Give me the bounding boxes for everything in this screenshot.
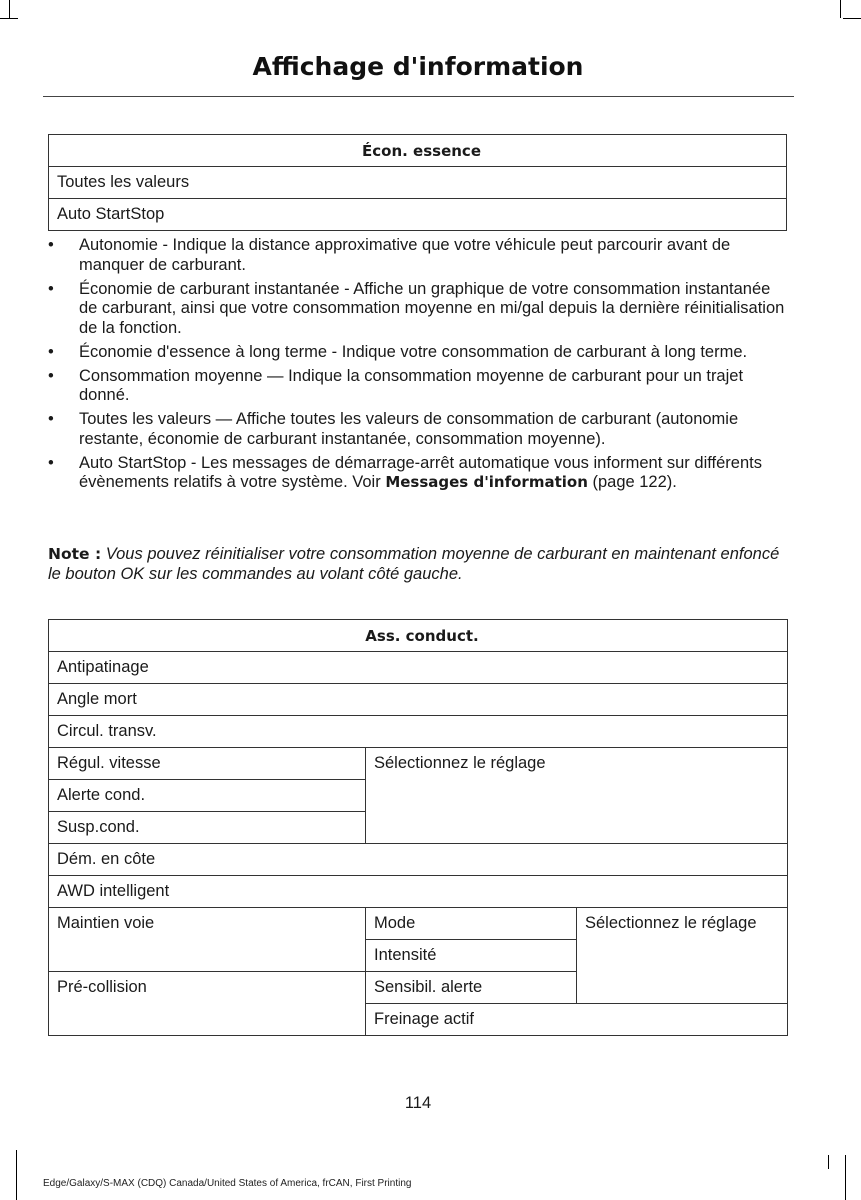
table-row: AWD intelligent	[49, 876, 788, 908]
bullet-dot: •	[48, 366, 54, 385]
crop-mark	[843, 18, 861, 19]
list-item	[48, 454, 790, 493]
fuel-economy-table	[48, 134, 787, 231]
bullet-list	[48, 236, 790, 497]
list-item-text: Toutes les valeurs — Affiche toutes les valeurs de consommation de carburant (autonomie restante, économie de carburant instantanée, consommation moyenne).	[79, 410, 739, 448]
table-row: Angle mort	[49, 684, 788, 716]
footer: Edge/Galaxy/S-MAX (CDQ) Canada/United States of America, frCAN, First Printing	[43, 1178, 412, 1189]
page-reference-link[interactable]: Messages d'information	[385, 473, 588, 491]
list-item-text: Économie de carburant instantanée - Affiche un graphique de votre consommation instantanée de carburant, ainsi que votre consommation moyenne en mi/gal depuis la dernière réinitialisation de la fonction.	[79, 279, 785, 337]
crop-mark	[16, 1150, 17, 1200]
table-row: Circul. transv.	[49, 716, 788, 748]
table-row: Antipatinage	[49, 652, 788, 684]
table-cell: Alerte cond.	[49, 780, 366, 812]
table-cell: Régul. vitesse	[49, 748, 366, 780]
table-cell: Maintien voie	[49, 908, 366, 972]
table-cell: Susp.cond.	[49, 812, 366, 844]
crop-mark	[828, 1155, 829, 1169]
table-row: Dém. en côte	[49, 844, 788, 876]
table-cell: Mode	[366, 908, 577, 940]
fuel-table-heading: Écon. essence	[49, 135, 787, 167]
crop-mark	[845, 1155, 846, 1200]
table-cell: Intensité	[366, 940, 577, 972]
table-row: Toutes les valeurs	[49, 167, 787, 199]
list-item-text: Auto StartStop - Les messages de démarrage-arrêt automatique vous informent sur différents évènements relatifs à votre système. Voir	[79, 453, 762, 491]
crop-mark	[0, 18, 18, 19]
list-item	[48, 343, 790, 363]
bullet-dot: •	[48, 410, 54, 428]
bullet-dot: •	[48, 342, 54, 361]
bullet-dot: •	[48, 453, 54, 472]
note-text: Vous pouvez réinitialiser votre consommation moyenne de carburant en maintenant enfoncé le bouton OK sur les commandes au volant côté gauche.	[48, 545, 780, 583]
table-cell: Pré-collision	[49, 972, 366, 1036]
driver-assist-table	[48, 619, 788, 1036]
note	[48, 544, 790, 584]
crop-mark	[840, 0, 841, 18]
page-title: Affichage d'information	[252, 52, 584, 81]
list-item	[48, 410, 790, 449]
list-item	[48, 367, 790, 406]
table-row: Auto StartStop	[49, 199, 787, 231]
page-number: 114	[404, 1094, 432, 1112]
bullet-dot: •	[48, 236, 54, 254]
list-item-text: (page 122).	[587, 473, 677, 491]
crop-mark	[9, 0, 10, 18]
list-item-text: Consommation moyenne — Indique la consommation moyenne de carburant pour un trajet donné.	[79, 366, 744, 404]
list-item-text: Économie d'essence à long terme - Indique votre consommation de carburant à long terme.	[79, 342, 748, 361]
assist-table-heading: Ass. conduct.	[49, 620, 788, 652]
table-cell: Sélectionnez le réglage	[577, 908, 788, 1004]
bullet-dot: •	[48, 279, 54, 298]
list-item-text: Autonomie - Indique la distance approximative que votre véhicule peut parcourir avant de manquer de carburant.	[79, 236, 731, 274]
list-item	[48, 280, 790, 339]
title-rule	[43, 96, 794, 97]
list-item	[48, 236, 790, 275]
table-cell: Freinage actif	[366, 1004, 788, 1036]
table-cell: Sensibil. alerte	[366, 972, 577, 1004]
table-cell: Sélectionnez le réglage	[366, 748, 788, 844]
note-label: Note :	[48, 545, 102, 563]
